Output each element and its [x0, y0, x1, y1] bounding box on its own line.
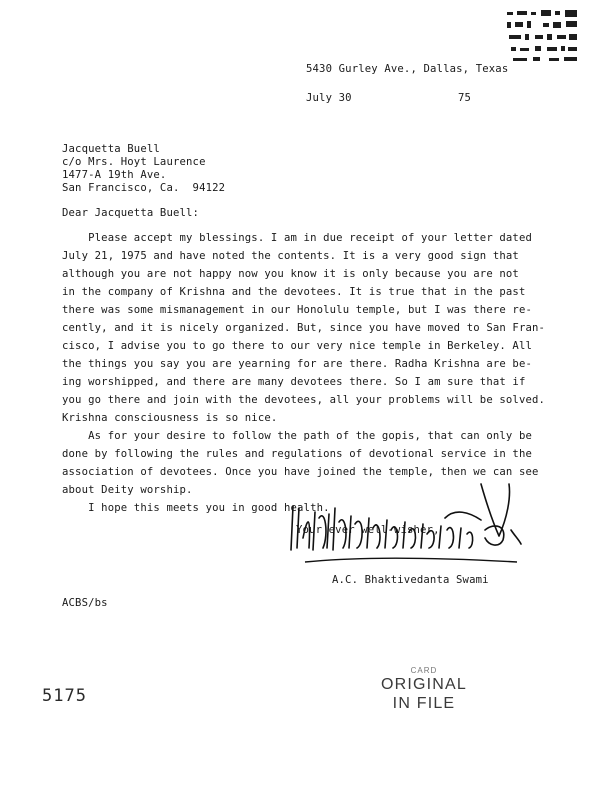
letter-date-month: July 30 [306, 92, 352, 104]
body-line: cisco, I advise you to go there to our very nice temple in Berkeley. All [62, 340, 533, 352]
letter-date-year: 75 [458, 92, 472, 104]
body-line: cently, and it is nicely organized. But, since you have moved to San Fran- [62, 322, 546, 334]
recipient-line: San Francisco, Ca. 94122 [62, 182, 226, 194]
stamp-card-label: CARD [410, 666, 438, 675]
body-line: done by following the rules and regulations of devotional service in the [62, 448, 533, 460]
sender-name: A.C. Bhaktivedanta Swami [332, 574, 489, 586]
recipient-line: 1477-A 19th Ave. [62, 169, 167, 181]
body-line: Please accept my blessings. I am in due receipt of your letter dated [62, 232, 533, 244]
body-line: there was some mismanagement in our Honolulu temple, but I was there re- [62, 304, 533, 316]
stamp-in-file-label: IN FILE [392, 695, 456, 712]
recipient-line: Jacquetta Buell [62, 143, 160, 155]
body-line: in the company of Krishna and the devotees. It is true that in the past [62, 286, 526, 298]
body-line: ing worshipped, and there are many devotees there. So I am sure that if [62, 376, 526, 388]
file-stamp-icon [505, 8, 580, 66]
sender-address: 5430 Gurley Ave., Dallas, Texas [306, 63, 509, 75]
body-line: association of devotees. Once you have joined the temple, then we can see [62, 466, 539, 478]
typist-initials: ACBS/bs [62, 597, 108, 609]
salutation: Dear Jacquetta Buell: [62, 207, 200, 219]
body-line: although you are not happy now you know it is only because you are not [62, 268, 519, 280]
body-line: you go there and join with the devotees, all your problems will be solved. [62, 394, 546, 406]
body-line: about Deity worship. [62, 484, 193, 496]
body-line: As for your desire to follow the path of the gopis, that can only be [62, 430, 533, 442]
original-in-file-stamp [378, 666, 470, 713]
handwritten-number: 5175 [42, 686, 87, 706]
signature-icon [285, 478, 525, 570]
recipient-line: c/o Mrs. Hoyt Laurence [62, 156, 206, 168]
body-line: Krishna consciousness is so nice. [62, 412, 278, 424]
body-line: July 21, 1975 and have noted the contents. It is a very good sign that [62, 250, 519, 262]
body-line: the things you say you are yearning for are there. Radha Krishna are be- [62, 358, 533, 370]
body-line: I hope this meets you in good health. [62, 502, 330, 514]
closing: Your ever well-wisher, [296, 524, 440, 536]
stamp-original-label: ORIGINAL [380, 676, 468, 693]
